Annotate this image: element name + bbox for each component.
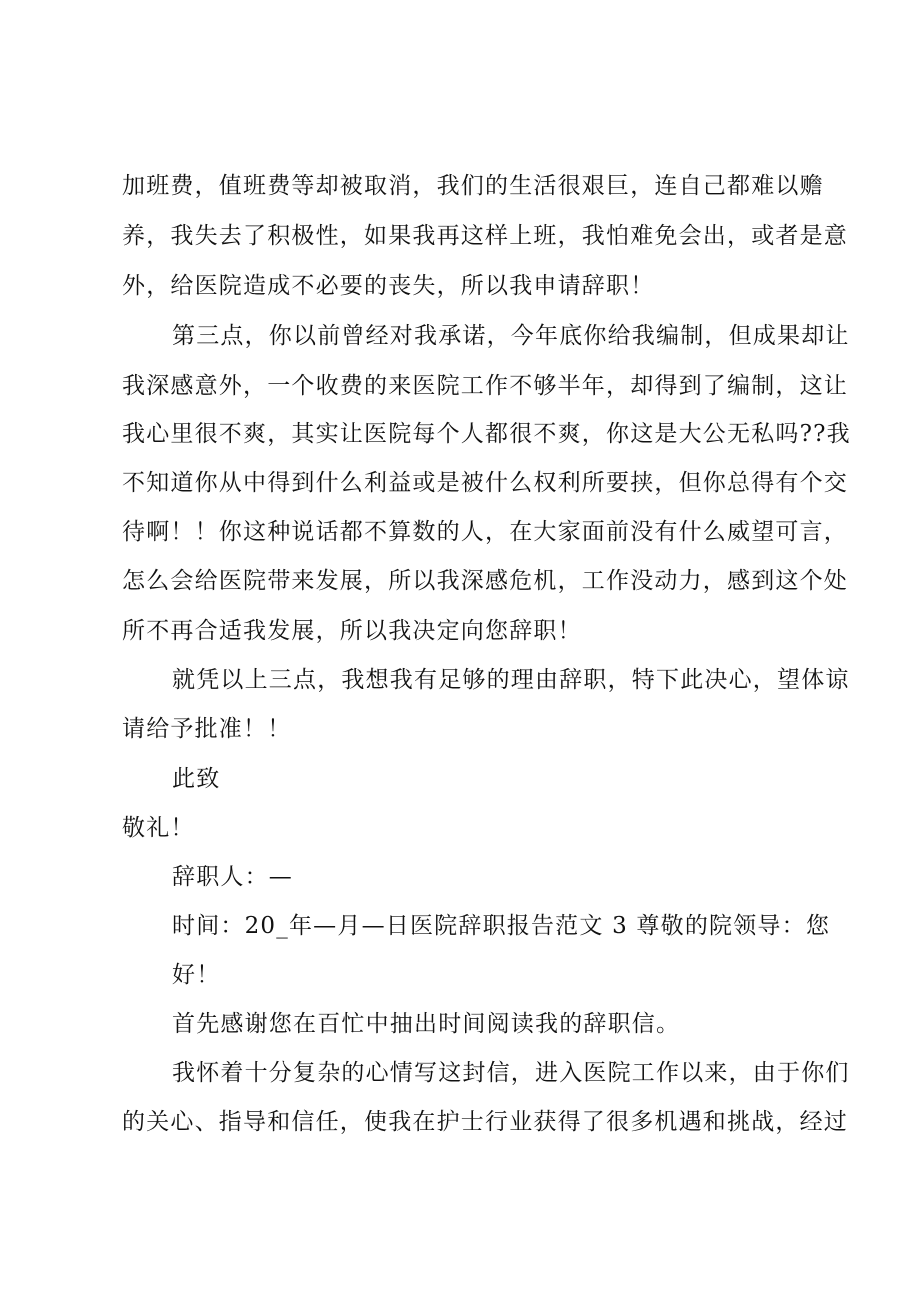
text-line: 请给予批准！！ <box>122 716 292 742</box>
signature-line: 辞职人：— <box>172 864 293 890</box>
text-line: 所不再合适我发展，所以我决定向您辞职！ <box>122 618 582 644</box>
closing-phrase: 此致 <box>172 766 221 792</box>
text-line: 我心里很不爽，其实让医院每个人都很不爽，你这是大公无私吗??我 <box>122 421 851 447</box>
text-line: 外，给医院造成不必要的丧失，所以我申请辞职！ <box>122 273 655 299</box>
paragraph-start-line: 第三点，你以前曾经对我承诺，今年底你给我编制，但成果却让 <box>172 323 850 349</box>
text-line: 好！ <box>172 962 221 988</box>
text-line: 加班费，值班费等却被取消，我们的生活很艰巨，连自己都难以赡 <box>122 173 824 199</box>
salutation: 敬礼！ <box>122 815 195 841</box>
text-line: 我深感意外，一个收费的来医院工作不够半年，却得到了编制，这让 <box>122 373 848 399</box>
text-line: 怎么会给医院带来发展，所以我深感危机，工作没动力，感到这个处 <box>122 568 848 594</box>
text-line: 的关心、指导和信任，使我在护士行业获得了很多机遇和挑战，经过 <box>122 1109 848 1135</box>
paragraph-start-line: 就凭以上三点，我想我有足够的理由辞职，特下此决心，望体谅 <box>172 667 850 693</box>
paragraph-start-line: 我怀着十分复杂的心情写这封信，进入医院工作以来，由于你们 <box>172 1060 850 1086</box>
paragraph-start-line: 首先感谢您在百忙中抽出时间阅读我的辞职信。 <box>172 1011 681 1037</box>
text-line: 养，我失去了积极性，如果我再这样上班，我怕难免会出，或者是意 <box>122 223 848 249</box>
text-line: 待啊！！你这种说话都不算数的人，在大家面前没有什么威望可言， <box>122 519 848 545</box>
date-line: 时间：20_年—月—日医院辞职报告范文 3 尊敬的院领导：您 <box>172 913 831 939</box>
text-line: 不知道你从中得到什么利益或是被什么权利所要挟，但你总得有个交 <box>122 470 848 496</box>
